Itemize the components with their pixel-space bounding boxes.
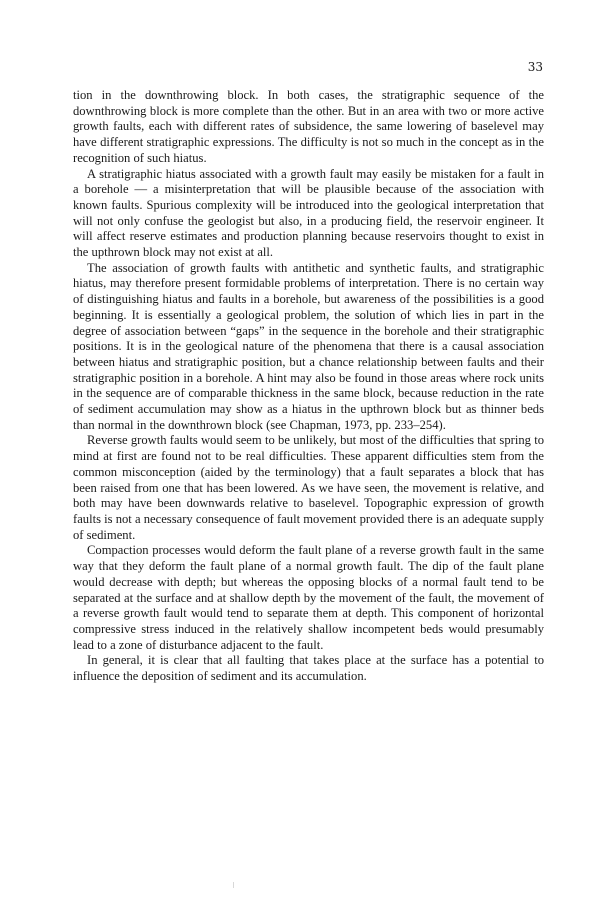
page-number: 33 [527, 60, 543, 74]
paragraph-compaction-processes: Compaction processes would deform the fault plane of a reverse growth fault in the same way that they deform the fault plane of a normal growth fault. The dip of the fault plane would decrease with depth; but whereas the opposing blocks of a normal fault tend to be separated at the surface and at shallow depth by the movement of the fault, the movement of a reverse growth fault would tend to separate them at depth. This component of horizontal compressive stress induced in the relatively shallow incompetent beds would presumably lead to a zone of disturbance adjacent to the fault. [73, 543, 544, 652]
paragraph-continuation: tion in the downthrowing block. In both cases, the stratigraphic sequence of the downthrowing block is more complete than the other. But in an area with two or more active growth faults, each with different rates of subsidence, the same lowering of baselevel may have different stratigraphic expressions. The difficulty is not so much in the concept as in the recognition of such hiatus. [73, 88, 544, 165]
paragraph-reverse-growth-faults: Reverse growth faults would seem to be unlikely, but most of the difficulties that spring to mind at first are found not to be real difficulties. These apparent difficulties stem from the common misconception (aided by the terminology) that a fault separates a block that has been raised from one that has been lowered. As we have seen, the movement is relative, and both may have been downwards relative to baselevel. Topographic expression of growth faults is not a necessary consequence of fault movement provided there is an adequate supply of sediment. [73, 433, 544, 542]
body-text [73, 88, 544, 685]
paragraph-association-growth-faults: The association of growth faults with antithetic and synthetic faults, and stratigraphic hiatus, may therefore present formidable problems of interpretation. There is no certain way of distinguishing hiatus and faults in a borehole, but awareness of the possibilities is a good beginning. It is essentially a geological problem, the solution of which lies in part in the degree of association between “gaps” in the sequence in the borehole and their stratigraphic positions. It is in the geological nature of the phenomena that there is a causal association between hiatus and stratigraphic position, but a chance relationship between faults and their stratigraphic position in a borehole. A hint may also be found in those areas where rock units in the sequence are of comparable thickness in the same block, because reduction in the rate of sediment accumulation may show as a hiatus in the upthrown block but as thinner beds than normal in the downthrown block (see Chapman, 1973, pp. 233–254). [73, 260, 544, 432]
paragraph-hiatus-mistaken: A stratigraphic hiatus associated with a growth fault may easily be mistaken for a fault in a borehole — a misinterpretation that will be plausible because of the association with known faults. Spurious complexity will be introduced into the geological interpretation that will not only confuse the geologist but also, in a producing field, the reservoir engineer. It will affect reserve estimates and production planning because reservoirs thought to exist in the upthrown block may not exist at all. [73, 166, 544, 260]
scan-mark [233, 882, 234, 888]
paragraph-general-faulting: In general, it is clear that all faulting that takes place at the surface has a potential to influence the deposition of sediment and its accumulation. [73, 653, 544, 684]
